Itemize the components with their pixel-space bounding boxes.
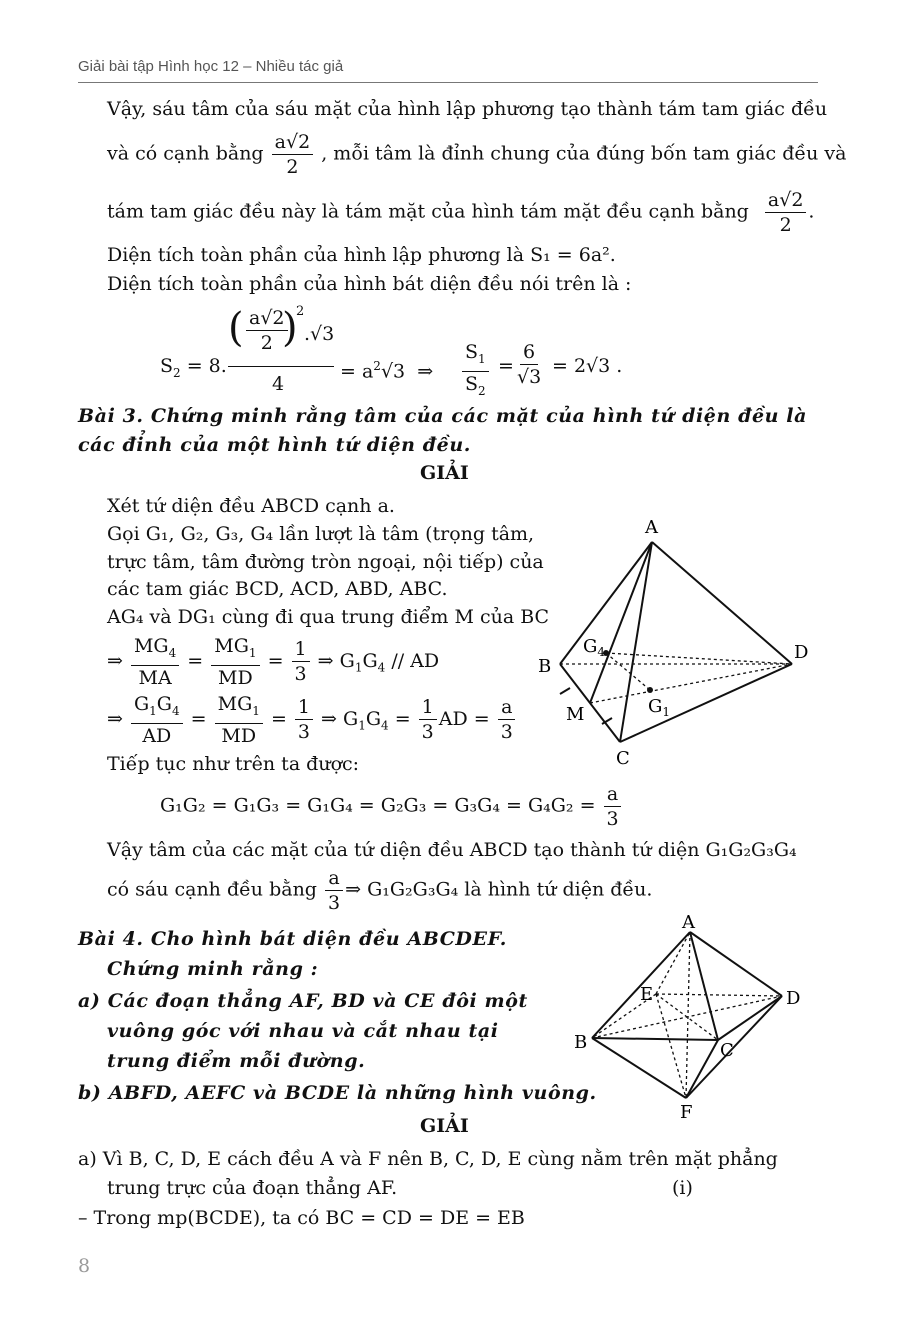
bai3-line-6: Tiếp tục như trên ta được: xyxy=(107,753,360,775)
svg-text:G1: $G_1$ xyxy=(648,696,671,719)
bai4-b-1: b) ABFD, AEFC và BCDE là những hình vuông. xyxy=(78,1082,597,1104)
intro-line-2 xyxy=(107,130,846,179)
bai3-title-2: các đỉnh của một hình tứ diện đều. xyxy=(78,434,471,456)
bai4-sol-2-ref: (i) xyxy=(672,1177,693,1199)
bai4-title: Bài 4. Cho hình bát diện đều ABCDEF. xyxy=(78,928,507,950)
bai3-line-9: có sáu cạnh đều bằng $\frac{a}{3}$ ⇒ G₁G₂G₃G₄ là hình tứ diện đều. xyxy=(107,867,653,914)
bai3-eq-1: ⇒ $\frac{MG_4}{MA}$ = $\frac{MG_1}{MD}$ = $\frac{1}{3}$ ⇒ $G_1G_4$ // AD xyxy=(107,635,440,689)
bai3-title-1: Bài 3. Chứng minh rằng tâm của các mặt của hình tứ diện đều là xyxy=(78,405,808,427)
header-rule xyxy=(78,82,818,83)
bai4-a-1: a) Các đoạn thẳng AF, BD và CE đôi một xyxy=(78,990,528,1012)
svg-text:G4: $G_4$ xyxy=(583,636,606,659)
bai3-line-7: G₁G₂ = G₁G₃ = G₁G₄ = G₂G₃ = G₃G₄ = G₄G₂ = $\frac{a}{3}$ xyxy=(160,782,624,831)
octahedron-figure xyxy=(570,910,820,1125)
point-g1 xyxy=(647,687,653,693)
svg-text:A: A xyxy=(645,517,658,538)
intro-text: và có cạnh bằng xyxy=(107,142,264,165)
intro-line-4: Diện tích toàn phần của hình lập phương là S₁ = 6a². xyxy=(107,244,616,266)
intro-text: , mỗi tâm là đỉnh chung của đúng bốn tam giác đều và xyxy=(321,142,847,165)
intro-line-1: Vậy, sáu tâm của sáu mặt của hình lập phương tạo thành tám tam giác đều xyxy=(107,98,828,120)
s2-formula: $S_2 = 8$. ( $\frac{a√2}{2}$ ) 2 .√3 4 = $a^2√3$ ⇒ $\frac{S_1}{S_2}$ = $\frac{6}{√3}$ = 2√3 . xyxy=(160,304,623,398)
svg-text:M: M xyxy=(566,704,585,725)
bai3-line-2: Gọi G₁, G₂, G₃, G₄ lần lượt là tâm (trọng tâm, xyxy=(107,523,535,545)
intro-line-5: Diện tích toàn phần của hình bát diện đều nói trên là : xyxy=(107,273,632,295)
svg-text:C: C xyxy=(720,1040,734,1061)
bai4-a-2: vuông góc với nhau và cắt nhau tại xyxy=(107,1020,499,1042)
bai3-line-1: Xét tứ diện đều ABCD cạnh a. xyxy=(107,495,395,517)
svg-text:B: B xyxy=(574,1032,588,1053)
tetrahedron-figure xyxy=(530,512,820,772)
svg-text:C: C xyxy=(616,748,630,769)
bai4-a-3: trung điểm mỗi đường. xyxy=(107,1050,366,1072)
svg-text:D: D xyxy=(786,988,801,1009)
page-number: 8 xyxy=(78,1255,91,1277)
bai3-eq-2: ⇒ $\frac{G_1G_4}{AD}$ = $\frac{MG_1}{MD}$ = $\frac{1}{3}$ ⇒ $G_1G_4$ = $\frac{1}{3}$ AD = $\frac{a}{3}$ xyxy=(107,692,518,748)
bai3-giai: GIẢI xyxy=(420,462,469,484)
intro-line-3: tám tam giác đều này là tám mặt của hình tám mặt đều cạnh bằng $\frac{a√2}{2}$ . xyxy=(107,189,815,236)
page-header: Giải bài tập Hình học 12 – Nhiều tác giả xyxy=(78,58,344,75)
bai3-line-8: Vậy tâm của các mặt của tứ diện đều ABCD tạo thành tứ diện G₁G₂G₃G₄ xyxy=(107,839,797,861)
svg-text:B: B xyxy=(538,656,552,677)
bai4-sol-3: – Trong mp(BCDE), ta có BC = CD = DE = EB xyxy=(78,1207,525,1229)
bai4-giai: GIẢI xyxy=(420,1115,469,1137)
bai4-sol-2: trung trực của đoạn thẳng AF. xyxy=(107,1177,398,1199)
svg-text:D: D xyxy=(794,642,809,663)
svg-text:F: F xyxy=(680,1102,693,1123)
bai4-sol-1: a) Vì B, C, D, E cách đều A và F nên B, C, D, E cùng nằm trên mặt phẳng xyxy=(78,1148,778,1170)
svg-text:E: E xyxy=(640,984,654,1005)
svg-text:A: A xyxy=(682,912,695,933)
bai3-line-4: các tam giác BCD, ACD, ABD, ABC. xyxy=(107,578,448,600)
bai3-line-5: AG₄ và DG₁ cùng đi qua trung điểm M của BC xyxy=(107,606,550,628)
bai4-line-1: Chứng minh rằng : xyxy=(107,958,319,980)
bai3-line-3: trực tâm, tâm đường tròn ngoại, nội tiếp) của xyxy=(107,551,544,573)
fraction: $\frac{a√2}{2}$ xyxy=(272,130,314,179)
